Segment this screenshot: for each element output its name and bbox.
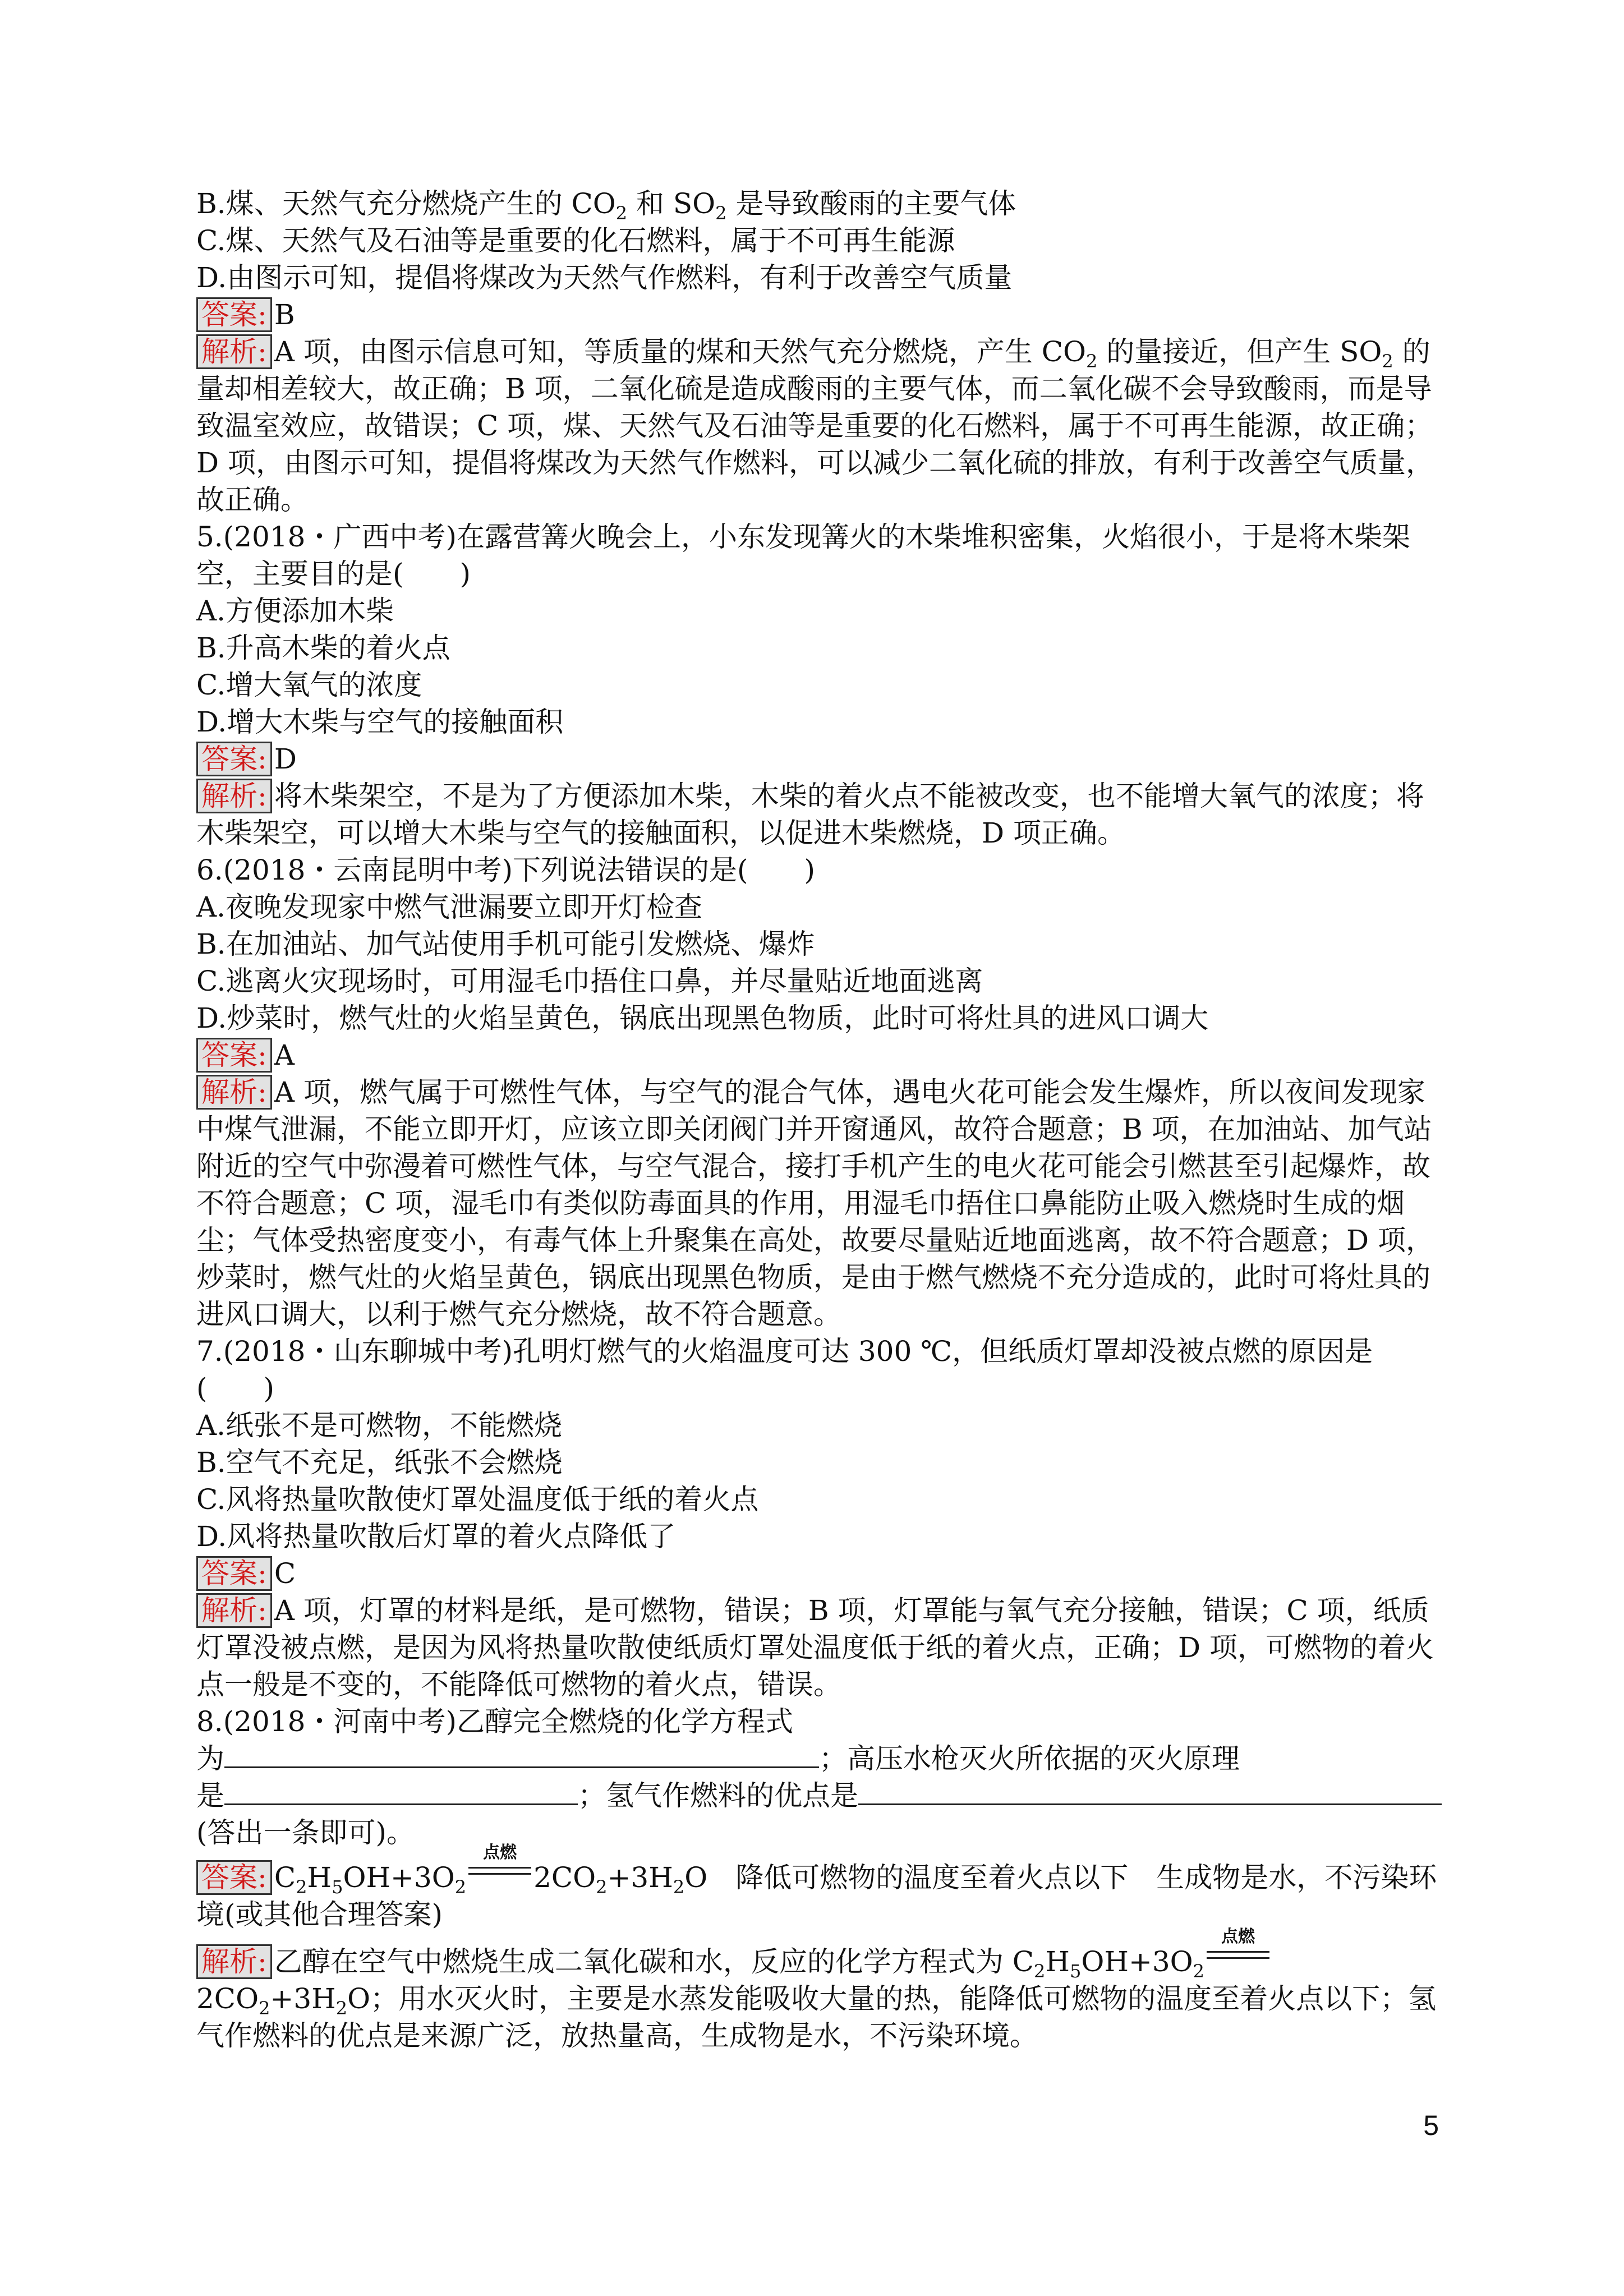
page-number: 5 [1423,2110,1439,2141]
answer-blank[interactable] [858,1778,1442,1805]
q7-answer [196,1555,1447,1592]
analysis-tag: 解析: [196,334,272,369]
reaction-condition: 点燃 [466,1859,533,1887]
q4-option-c: C.煤、天然气及石油等是重要的化石燃料，属于不可再生能源 [196,224,955,257]
q8-line-4: (答出一条即可)。 [196,1816,415,1849]
q5-answer [196,740,1447,777]
answer-tag: 答案: [196,297,272,332]
q5-option-c: C.增大氧气的浓度 [196,669,422,701]
document-page [196,185,1447,2054]
answer-value: B [274,298,295,331]
q6-stem: 6.(2018・云南昆明中考)下列说法错误的是( ) [196,854,815,886]
q6-option-b: B.在加油站、加气站使用手机可能引发燃烧、爆炸 [196,928,815,960]
answer-tag: 答案: [196,1556,272,1591]
q5-analysis: 解析: 将木柴架空，不是为了方便添加木柴，木柴的着火点不能被改变，也不能增大氧气的浓度；将木柴架空，可以增大木柴与空气的接触面积，以促进木柴燃烧，D 项正确。 [196,780,1424,849]
q4-option-d: D.由图示可知，提倡将煤改为天然气作燃料，有利于改善空气质量 [196,261,1013,294]
q4-option-b: B.煤、天然气充分燃烧产生的 $CO_2$ 和 $SO_2$ 是导致酸雨的主要气体 [196,187,1016,224]
q6-answer [196,1037,1447,1074]
q7-option-c: C.风将热量吹散使灯罩处温度低于纸的着火点 [196,1483,759,1516]
q5-option-a: A.方便添加木柴 [196,595,394,627]
analysis-tag: 解析: [196,1593,272,1628]
q4-answer [196,296,1447,333]
q5-option-b: B.升高木柴的着火点 [196,632,450,664]
q8-analysis: 解析: 乙醇在空气中燃烧生成二氧化碳和水，反应的化学方程式为 $C_2H_5OH+3O_2$ 点燃 $2CO_2+3H_2O$；用水灭火时，主要是水蒸发能吸收大量的热，能降低可燃物的温度至着火点以下；氢气作燃料的优点是来源广泛，放热量高，生成物是水，不污染环境。 [196,1927,1437,2052]
chemical-equation: $C_2H_5OH+3O_2$ 点燃 $2CO_2+3H_2O$ [274,1843,708,1898]
answer-tag: 答案: [196,1860,272,1895]
analysis-tag: 解析: [196,1944,272,1979]
q7-option-b: B.空气不充足，纸张不会燃烧 [196,1446,563,1479]
q4-analysis: 解析: A 项，由图示信息可知，等质量的煤和天然气充分燃烧，产生 $CO_2$ 的量接近，但产生 $SO_2$ 的量却相差较大，故正确；B 项，二氧化硫是造成酸雨的主要气体，而二氧化碳不会导致酸雨，而是导致温室效应，故错误；C 项，煤、天然气及石油等是重要的化石燃料，属于不可再生能源，故正确；D 项，由图示可知，提倡将煤改为天然气作燃料，可以减少二氧化硫的排放，有利于改善空气质量，故正确。 [196,335,1434,516]
answer-tag: 答案: [196,1038,272,1073]
q7-analysis: 解析: A 项，灯罩的材料是纸，是可燃物，错误；B 项，灯罩能与氧气充分接触，错误；C 项，纸质灯罩没被点燃，是因为风将热量吹散使纸质灯罩处温度低于纸的着火点，正确；D 项，可燃物的着火点一般是不变的，不能降低可燃物的着火点，错误。 [196,1594,1434,1701]
q6-option-c: C.逃离火灾现场时，可用湿毛巾捂住口鼻，并尽量贴近地面逃离 [196,965,983,997]
answer-blank[interactable] [224,1741,819,1768]
q7-option-a: A.纸张不是可燃物，不能燃烧 [196,1409,563,1442]
q6-option-d: D.炒菜时，燃气灶的火焰呈黄色，锅底出现黑色物质，此时可将灶具的进风口调大 [196,1002,1209,1034]
q8-line-2: 为 ；高压水枪灭火所依据的灭火原理 [196,1740,1447,1777]
q5-stem: 5.(2018・广西中考)在露营篝火晚会上，小东发现篝火的木柴堆积密集，火焰很小，于是将木柴架空，主要目的是( ) [196,521,1410,590]
answer-value: C [274,1557,296,1590]
q5-option-d: D.增大木柴与空气的接触面积 [196,706,564,738]
analysis-tag: 解析: [196,779,272,813]
q8-stem: 8.(2018・河南中考)乙醇完全燃烧的化学方程式 [196,1705,793,1738]
reaction-condition: 点燃 [1204,1943,1272,1971]
analysis-tag: 解析: [196,1075,272,1110]
q7-stem: 7.(2018・山东聊城中考)孔明灯燃气的火焰温度可达 300 ℃，但纸质灯罩却没被点燃的原因是( ) [196,1335,1373,1405]
answer-value: A [274,1039,295,1071]
answer-value: D [274,743,297,775]
q7-option-d: D.风将热量吹散后灯罩的着火点降低了 [196,1520,676,1553]
q6-option-a: A.夜晚发现家中燃气泄漏要立即开灯检查 [196,891,703,923]
answer-tag: 答案: [196,742,272,776]
answer-blank[interactable] [224,1778,578,1805]
q8-answer: 答案: $C_2H_5OH+3O_2$ 点燃 $2CO_2+3H_2O$ 降低可燃物的温度至着火点以下 生成物是水，不污染环境(或其他合理答案) [196,1843,1437,1931]
q8-line-3: 是 ；氢气作燃料的优点是 [196,1777,1447,1814]
q6-analysis: 解析: A 项，燃气属于可燃性气体，与空气的混合气体，遇电火花可能会发生爆炸，所以夜间发现家中煤气泄漏，不能立即开灯，应该立即关闭阀门并开窗通风，故符合题意；B 项，在加油站、加气站附近的空气中弥漫着可燃性气体，与空气混合，接打手机产生的电火花可能会引燃甚至引起爆炸，故不符合题意；C 项，湿毛巾有类似防毒面具的作用，用湿毛巾捂住口鼻能防止吸入燃烧时生成的烟尘；气体受热密度变小，有毒气体上升聚集在高处，故要尽量贴近地面逃离，故不符合题意；D 项，炒菜时，燃气灶的火焰呈黄色，锅底出现黑色物质，是由于燃气燃烧不充分造成的，此时可将灶具的进风口调大，以利于燃气充分燃烧，故不符合题意。 [196,1076,1434,1331]
